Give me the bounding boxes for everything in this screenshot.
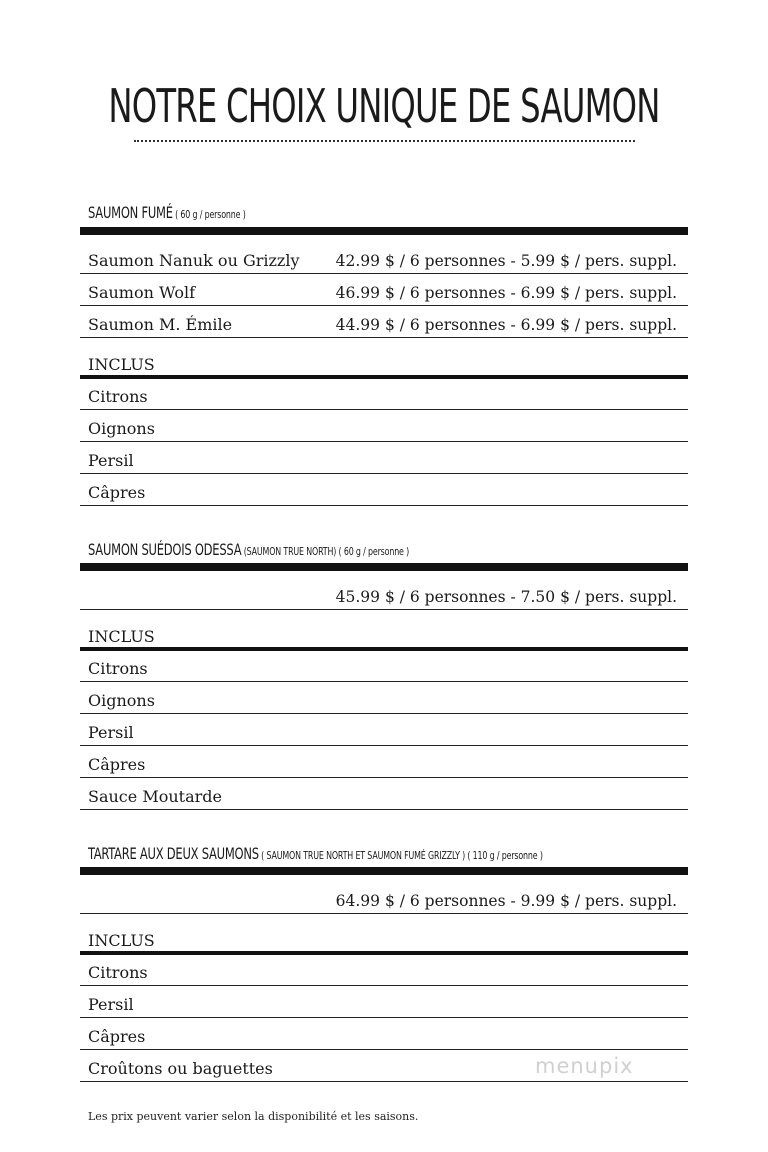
section-subtitle: ( SAUMON TRUE NORTH ET SAUMON FUMÉ GRIZZLY ) ( 110 g / personne ) [258,849,543,862]
section-name: TARTARE AUX DEUX SAUMONS [88,844,259,863]
inclus-item: Citrons [88,659,148,678]
inclus-item: Câpres [88,755,146,774]
inclus-item: Sauce Moutarde [88,787,222,806]
divider [80,1017,688,1018]
inclus-item: Oignons [88,691,155,710]
menu-item-label: Saumon Wolf [88,283,196,302]
divider [80,647,688,651]
menu-item-price: 46.99 $ / 6 personnes - 6.99 $ / pers. suppl. [335,284,677,302]
divider [80,1049,688,1050]
section-heading-saumon-fume [88,203,246,222]
inclus-item: Persil [88,723,134,742]
divider [80,913,688,914]
divider [80,681,688,682]
inclus-item: Câpres [88,1027,146,1046]
inclus-item: Citrons [88,387,148,406]
divider [80,713,688,714]
divider [80,505,688,506]
section-name: SAUMON SUÉDOIS ODESSA [88,540,242,559]
divider [80,473,688,474]
divider [80,337,688,338]
inclus-item: Persil [88,995,134,1014]
divider [80,745,688,746]
inclus-item: Citrons [88,963,148,982]
inclus-label: INCLUS [88,355,155,374]
inclus-item: Croûtons ou baguettes [88,1059,273,1078]
divider [80,867,688,875]
menu-item-label: Saumon Nanuk ou Grizzly [88,251,300,270]
inclus-label: INCLUS [88,931,155,950]
menu-item-price: 44.99 $ / 6 personnes - 6.99 $ / pers. suppl. [335,316,677,334]
inclus-item: Câpres [88,483,146,502]
section-heading-saumon-suedois [88,540,409,559]
divider [80,563,688,571]
menu-item-price: 64.99 $ / 6 personnes - 9.99 $ / pers. suppl. [335,892,677,910]
menu-item-price: 42.99 $ / 6 personnes - 5.99 $ / pers. suppl. [335,252,677,270]
section-subtitle: (SAUMON TRUE NORTH) ( 60 g / personne ) [241,545,410,558]
divider [80,227,688,235]
section-heading-tartare [88,844,543,863]
divider [80,305,688,306]
divider [80,985,688,986]
divider [80,273,688,274]
section-subtitle: ( 60 g / personne ) [172,208,246,221]
footnote: Les prix peuvent varier selon la disponibilité et les saisons. [88,1110,419,1123]
divider [80,375,688,379]
divider [80,1081,688,1082]
watermark: menupix [535,1054,634,1078]
title-dotted-rule [134,140,635,142]
divider [80,809,688,810]
inclus-label: INCLUS [88,627,155,646]
inclus-item: Persil [88,451,134,470]
divider [80,777,688,778]
divider [80,951,688,955]
menu-item-price: 45.99 $ / 6 personnes - 7.50 $ / pers. suppl. [335,588,677,606]
divider [80,609,688,610]
page-title: NOTRE CHOIX UNIQUE DE SAUMON [108,79,660,133]
inclus-item: Oignons [88,419,155,438]
divider [80,409,688,410]
divider [80,441,688,442]
section-name: SAUMON FUMÉ [88,203,173,222]
menu-item-label: Saumon M. Émile [88,315,233,334]
